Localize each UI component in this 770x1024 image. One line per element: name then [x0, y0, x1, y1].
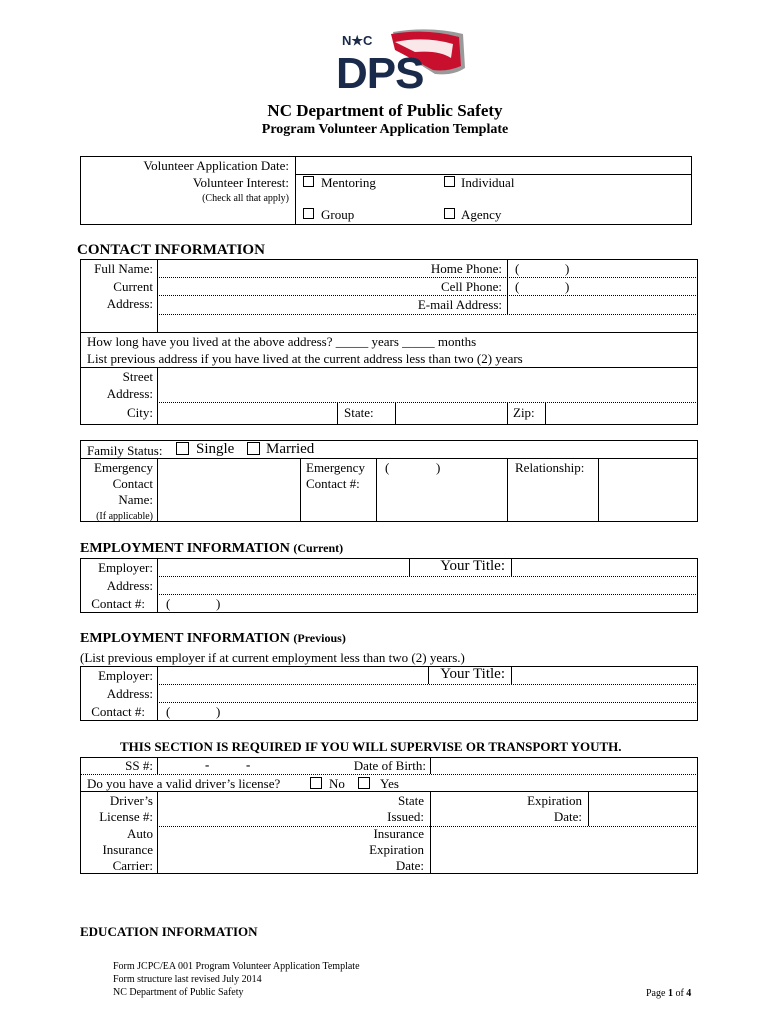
contact-heading: CONTACT INFORMATION — [77, 242, 265, 258]
address-label: Address: — [106, 296, 153, 311]
family-status-label: Family Status: — [87, 443, 163, 458]
license-no-label: No — [329, 776, 345, 791]
dob-label: Date of Birth: — [353, 758, 426, 773]
cell-phone-paren-open: ( — [515, 279, 520, 294]
auto-label: Auto — [127, 826, 153, 841]
group-label: Group — [321, 207, 355, 222]
page-subtitle: Program Volunteer Application Template — [261, 122, 509, 137]
current-label: Current — [113, 279, 153, 294]
home-phone-paren-open: ( — [515, 261, 520, 276]
ins-exp-label-1: Insurance — [373, 826, 424, 841]
employment-current-title: EMPLOYMENT INFORMATION — [80, 541, 290, 556]
footer-line-1: Form JCPC/EA 001 Program Volunteer Application Template — [113, 961, 360, 972]
employment-current-heading — [80, 541, 343, 557]
zip-label: Zip: — [513, 405, 535, 420]
if-applicable-note: (If applicable) — [96, 511, 153, 522]
street-label: Street — [122, 369, 153, 384]
email-label: E-mail Address: — [417, 297, 502, 312]
page-title: NC Department of Public Safety — [267, 101, 503, 120]
your-title-label: Your Title: — [440, 558, 505, 574]
name-label: Name: — [118, 492, 153, 507]
ss-dash-1: - — [205, 757, 210, 772]
single-label: Single — [196, 441, 235, 457]
individual-label: Individual — [461, 175, 515, 190]
city-label: City: — [126, 405, 153, 420]
education-heading: EDUCATION INFORMATION — [80, 924, 258, 939]
ins-exp-label-2: Expiration — [369, 842, 424, 857]
page-prefix: Page — [646, 988, 668, 999]
employer-address-label: Address: — [106, 578, 153, 593]
previous-employer-note: (List previous employer if at current employment less than two (2) years.) — [80, 650, 465, 665]
volunteer-date-label: Volunteer Application Date: — [143, 158, 289, 173]
license-num-label: License #: — [99, 809, 153, 824]
check-all-note: (Check all that apply) — [202, 193, 289, 204]
prev-employer-address-label: Address: — [106, 686, 153, 701]
home-phone-paren-close: ) — [565, 261, 570, 276]
emergency-paren-open: ( — [385, 460, 390, 475]
state-issued-label-2: Issued: — [387, 809, 424, 824]
full-name-label: Full Name: — [94, 261, 153, 276]
employment-current-box — [80, 558, 698, 613]
single-checkbox[interactable] — [176, 442, 189, 455]
page-total: 4 — [686, 988, 692, 999]
agency-label: Agency — [461, 207, 502, 222]
employment-previous-title: EMPLOYMENT INFORMATION — [80, 631, 290, 646]
home-phone-label: Home Phone: — [430, 261, 502, 276]
footer-line-3: NC Department of Public Safety — [113, 987, 244, 998]
ss-label: SS #: — [125, 758, 153, 773]
dps-logo — [335, 28, 470, 92]
mentoring-label: Mentoring — [321, 175, 376, 190]
license-exp-date-label: Date: — [553, 809, 582, 824]
youth-required-text: THIS SECTION IS REQUIRED IF YOU WILL SUPERVISE OR TRANSPORT YOUTH — [120, 739, 619, 754]
family-box — [80, 440, 698, 522]
youth-required-note — [120, 739, 622, 755]
license-no-checkbox[interactable] — [310, 777, 322, 789]
page-number — [646, 988, 691, 1000]
drivers-label: Driver’s — [109, 793, 153, 808]
emergency-contact-label: Emergency — [306, 460, 365, 475]
contact-label: Contact — [112, 476, 153, 491]
volunteer-interest-label: Volunteer Interest: — [192, 175, 289, 190]
how-long-question: How long have you lived at the above address? _____ years _____ months — [87, 334, 477, 349]
page-current: 1 — [667, 988, 673, 999]
employment-previous-box — [80, 666, 698, 721]
contact-num-label: Contact #: — [306, 476, 360, 491]
prev-employer-contact-label: Contact #: — [91, 704, 145, 719]
license-expiration-label: Expiration — [527, 793, 582, 808]
employer-paren-close: ) — [216, 596, 221, 611]
agency-checkbox[interactable] — [444, 208, 455, 219]
married-label: Married — [266, 441, 315, 457]
employer-label: Employer: — [98, 560, 153, 575]
ins-exp-label-3: Date: — [395, 858, 424, 873]
group-checkbox[interactable] — [303, 208, 314, 219]
license-question: Do you have a valid driver’s license? — [87, 776, 281, 791]
cell-phone-label: Cell Phone: — [440, 279, 502, 294]
ss-dash-2: - — [246, 757, 251, 772]
prev-employer-paren-close: ) — [216, 704, 221, 719]
street-address-label: Address: — [106, 386, 153, 401]
emergency-paren-close: ) — [436, 460, 441, 475]
youth-required-period: . — [618, 739, 622, 754]
footer-line-2: Form structure last revised July 2014 — [113, 974, 262, 985]
insurance-label: Insurance — [102, 842, 153, 857]
employer-contact-label: Contact #: — [91, 596, 145, 611]
state-label: State: — [344, 405, 374, 420]
cell-phone-paren-close: ) — [565, 279, 570, 294]
prev-your-title-label: Your Title: — [440, 666, 505, 682]
logo-small-text: N★C — [342, 33, 373, 48]
prev-employer-label: Employer: — [98, 668, 153, 683]
employment-current-sub: (Current) — [293, 541, 344, 555]
relationship-label: Relationship: — [515, 460, 585, 475]
prev-employer-paren-open: ( — [166, 704, 171, 719]
employment-previous-heading — [80, 631, 346, 647]
mentoring-checkbox[interactable] — [303, 176, 314, 187]
license-yes-checkbox[interactable] — [358, 777, 370, 789]
list-prev-address-note: List previous address if you have lived at the current address less than two (2) years — [87, 351, 523, 366]
state-issued-label-1: State — [398, 793, 424, 808]
married-checkbox[interactable] — [247, 442, 260, 455]
license-yes-label: Yes — [380, 776, 399, 791]
emergency-label: Emergency — [94, 460, 153, 475]
carrier-label: Carrier: — [112, 858, 153, 873]
employment-previous-sub: (Previous) — [293, 631, 346, 645]
logo-text: DPS — [336, 49, 424, 92]
page-of: of — [672, 988, 687, 999]
individual-checkbox[interactable] — [444, 176, 455, 187]
employer-paren-open: ( — [166, 596, 171, 611]
